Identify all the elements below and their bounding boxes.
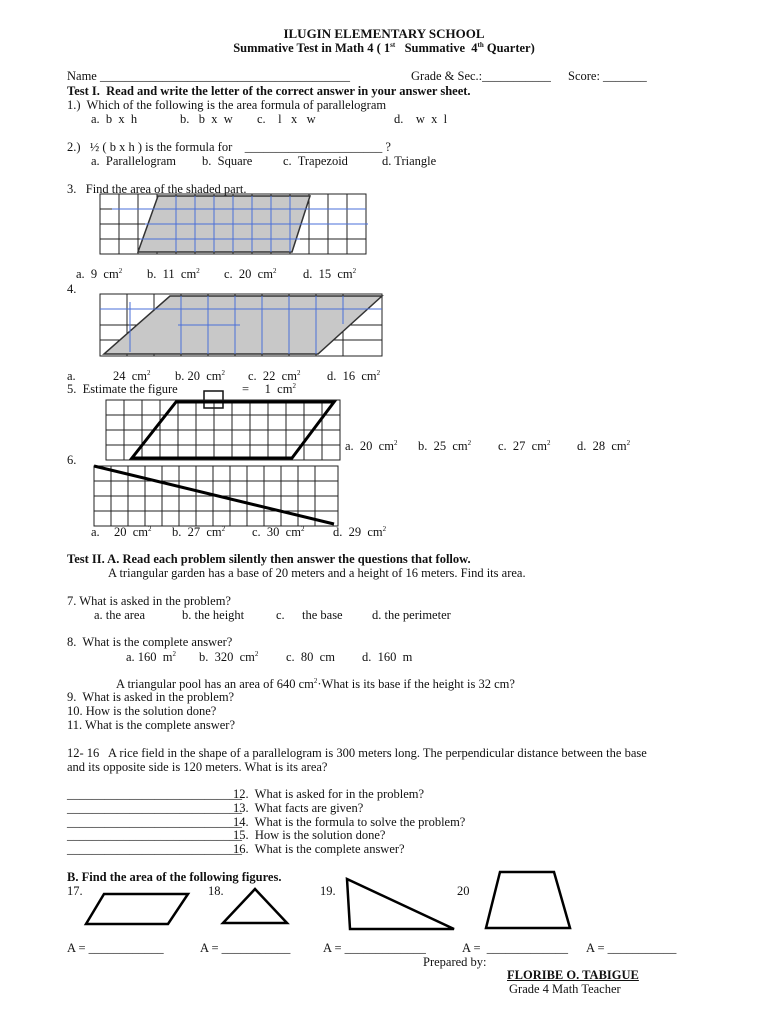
grade-section-field[interactable]: Grade & Sec.:___________ xyxy=(411,69,551,83)
q6-option-a-letter[interactable]: a. xyxy=(91,525,100,539)
extra-answer[interactable]: A = ___________ xyxy=(586,941,677,955)
fig-20-label: 20 xyxy=(457,884,470,898)
q6-option-a[interactable]: 20 $cm^2$ xyxy=(114,524,152,539)
problem-3-line-2: and its opposite side is 120 meters. What is its area? xyxy=(67,760,328,774)
q8-option-a[interactable]: a. 160 $m^2$ xyxy=(126,649,177,664)
q3-text: 3. Find the area of the shaded part. xyxy=(67,182,247,196)
q7-option-c[interactable]: the base xyxy=(302,608,343,622)
school-name: ILUGIN ELEMENTARY SCHOOL xyxy=(283,26,485,41)
q6-option-b[interactable]: b. 27 $cm^2$ xyxy=(172,524,226,539)
q8-option-c[interactable]: c. 80 cm xyxy=(286,650,335,664)
fig-18-triangle xyxy=(221,887,289,925)
q2-option-d[interactable]: d. Triangle xyxy=(382,154,437,168)
test-subtitle: Summative Test in Math 4 ( 1st Summative 4th Quarter) xyxy=(233,40,535,55)
q8-option-d[interactable]: d. 160 m xyxy=(362,650,413,664)
answer-line-16[interactable]: ____________________________ xyxy=(67,842,242,856)
q7-option-c-letter[interactable]: c. xyxy=(276,608,285,622)
q14-text: 14. What is the formula to solve the problem? xyxy=(233,815,466,829)
fig-18-label: 18. xyxy=(208,884,224,898)
q3-option-b[interactable]: b. 11 $cm^2$ xyxy=(147,266,200,281)
q2-option-b[interactable]: b. Square xyxy=(202,154,253,168)
q6-number: 6. xyxy=(67,453,77,467)
q1-option-c[interactable]: c. l x w xyxy=(257,112,316,126)
q3-option-a[interactable]: a. 9 $cm^2$ xyxy=(76,266,123,281)
q4-grid-figure xyxy=(100,294,384,358)
q2-option-a[interactable]: a. Parallelogram xyxy=(91,154,177,168)
q3-grid-figure xyxy=(100,194,368,256)
q5-option-b[interactable]: b. 25 $cm^2$ xyxy=(418,438,472,453)
q7-option-a[interactable]: a. the area xyxy=(94,608,146,622)
q16-text: 16. What is the complete answer? xyxy=(233,842,405,856)
answer-line-14[interactable]: ____________________________ xyxy=(67,815,242,829)
q7-option-d[interactable]: d. the perimeter xyxy=(372,608,451,622)
q5-option-c[interactable]: c. 27 $cm^2$ xyxy=(498,438,551,453)
fig-20-trapezoid xyxy=(484,870,572,930)
teacher-role: Grade 4 Math Teacher xyxy=(509,982,621,996)
fig-18-answer[interactable]: A = ___________ xyxy=(200,941,291,955)
q8-text: 8. What is the complete answer? xyxy=(67,635,233,649)
fig-17-label: 17. xyxy=(67,884,83,898)
q1-text: 1.) Which of the following is the area formula of parallelogram xyxy=(67,98,387,112)
q6-grid-figure xyxy=(94,462,340,528)
score-field[interactable]: Score: _______ xyxy=(568,69,647,83)
q7-text: 7. What is asked in the problem? xyxy=(67,594,231,608)
q5-option-d[interactable]: d. 28 $cm^2$ xyxy=(577,438,631,453)
fig-17-parallelogram xyxy=(84,892,190,926)
test2-heading: Test II. A. Read each problem silently then answer the questions that follow. xyxy=(67,552,471,566)
q4-option-c[interactable]: c. 22 $cm^2$ xyxy=(248,368,301,383)
fig-20-answer[interactable]: A = _____________ xyxy=(462,941,569,955)
answer-line-13[interactable]: ____________________________ xyxy=(67,801,242,815)
q7-option-b[interactable]: b. the height xyxy=(182,608,245,622)
q5-unit-eq: = 1 $cm^2$ xyxy=(242,381,296,396)
q6-option-d[interactable]: d. 29 $cm^2$ xyxy=(333,524,387,539)
q6-option-c[interactable]: c. 30 $cm^2$ xyxy=(252,524,305,539)
fig-19-answer[interactable]: A = _____________ xyxy=(323,941,426,955)
q8-option-b[interactable]: b. 320 $cm^2$ xyxy=(199,649,259,664)
prepared-by-label: Prepared by: xyxy=(423,955,487,969)
test1-heading: Test I. Read and write the letter of the correct answer in your answer sheet. xyxy=(67,84,471,98)
fig-19-label: 19. xyxy=(320,884,336,898)
q1-option-b[interactable]: b. b x w xyxy=(180,112,233,126)
q4-number: 4. xyxy=(67,282,77,296)
q1-option-d[interactable]: d. w x l xyxy=(394,112,448,126)
name-field[interactable]: Name ________________________________________ xyxy=(67,69,350,83)
q5-text: 5. Estimate the figure xyxy=(67,382,178,396)
q5-option-a[interactable]: a. 20 $cm^2$ xyxy=(345,438,398,453)
q4-option-d[interactable]: d. 16 $cm^2$ xyxy=(327,368,381,383)
q4-option-a[interactable]: 24 $cm^2$ xyxy=(113,368,151,383)
q1-option-a[interactable]: a. b x h xyxy=(91,112,138,126)
fig-17-answer[interactable]: A = ____________ xyxy=(67,941,164,955)
q10-text: 10. How is the solution done? xyxy=(67,704,217,718)
teacher-name: FLORIBE O. TABIGUE xyxy=(507,968,639,982)
q9-text: 9. What is asked in the problem? xyxy=(67,690,235,704)
fig-19-triangle xyxy=(344,876,456,932)
q4-option-a-letter[interactable]: a. xyxy=(67,369,76,383)
q2-option-c[interactable]: c. Trapezoid xyxy=(283,154,348,168)
q4-shaded-parallelogram xyxy=(104,296,382,354)
problem-2-text: A triangular pool has an area of 640 $cm^2\cdot What$ is its base if the height is 32 cm? xyxy=(116,676,515,691)
q4-option-b[interactable]: b. 20 $cm^2$ xyxy=(175,368,226,383)
answer-line-15[interactable]: ____________________________ xyxy=(67,828,242,842)
problem-1-text: A triangular garden has a base of 20 meters and a height of 16 meters. Find its area. xyxy=(108,566,526,580)
problem-3-line-1: 12- 16 A rice field in the shape of a parallelogram is 300 meters long. The perpendicular distance between the base xyxy=(67,746,647,760)
q3-option-c[interactable]: c. 20 $cm^2$ xyxy=(224,266,277,281)
q15-text: 15. How is the solution done? xyxy=(233,828,386,842)
q11-text: 11. What is the complete answer? xyxy=(67,718,235,732)
q13-text: 13. What facts are given? xyxy=(233,801,364,815)
q5-grid-figure xyxy=(106,398,342,462)
q3-option-d[interactable]: d. 15 $cm^2$ xyxy=(303,266,357,281)
q12-text: 12. What is asked for in the problem? xyxy=(233,787,425,801)
part-b-heading: B. Find the area of the following figures. xyxy=(67,870,282,884)
answer-line-12[interactable]: ____________________________ xyxy=(67,787,242,801)
q2-text: 2.) ½ ( b x h ) is the formula for ______________________ ? xyxy=(67,140,391,154)
